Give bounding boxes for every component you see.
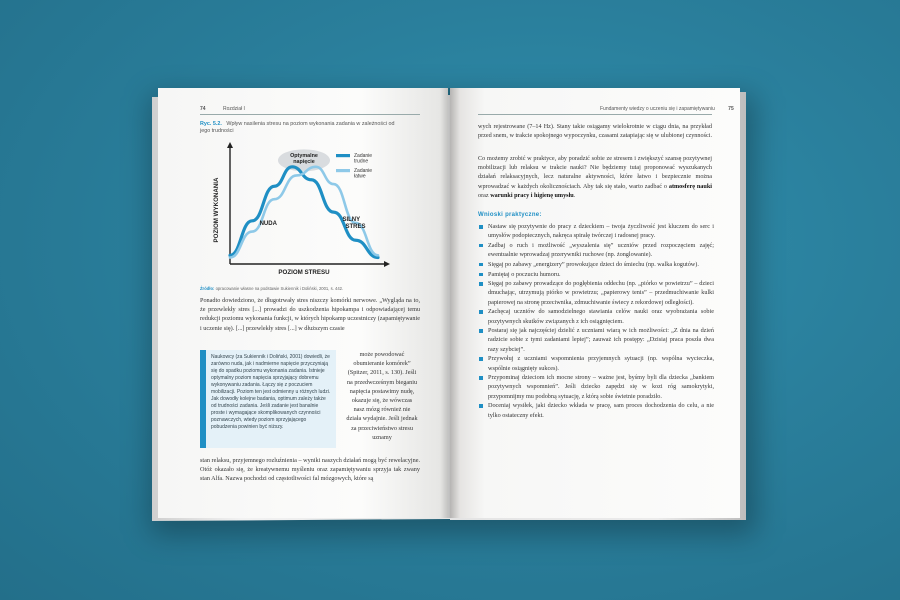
- y-axis-arrow: [227, 142, 233, 148]
- legend-swatch-hard: [336, 154, 350, 157]
- practical-conclusions-heading: Wnioski praktyczne:: [478, 212, 542, 218]
- left-paragraph-1: Ponadto dowiedziono, że długotrwały stres niszczy komórki nerwowe. „Wygląda na to, że przewlekły stres [...] prowadzi do uszkodzenia hipokampa i odpowiadającej temu redukcji poziomu wykonania funkcji, w których hipokamp uczestniczy (zapamiętywanie i uczenie się). [...] przewlekły stres [...] w dłuższym czasie: [200, 297, 420, 332]
- left-chapter: Rozdział I: [222, 106, 245, 112]
- left-header-rule: [200, 114, 420, 115]
- right-paragraph-2: Co możemy zrobić w praktyce, aby poradzić sobie ze stresem i zwiększyć szansę pozytywnej mobilizacji lub relaksu w trakcie nauki? Nie będziemy tutaj proponować wyszukanych działań relaksacyjnych, lecz naturalne aktywności, które łatwo i bezpiecznie można wprowadzać w każdych okolicznościach. Aby tak się stało, warto zadbać o atmosferę nauki oraz warunki pracy i higienę umysłu.: [478, 155, 712, 199]
- legend-swatch-easy: [336, 169, 350, 172]
- annotation-strong-stress: SILNY STRES: [342, 216, 366, 230]
- x-axis-arrow: [384, 261, 390, 267]
- y-axis-label: POZIOM WYKONANIA: [213, 177, 220, 243]
- right-paragraph-2-text: Co możemy zrobić w praktyce, aby poradzić sobie ze stresem i zwiększyć szansę pozytywnej mobilizacji lub relaksu w trakcie nauki? Nie będziemy tutaj proponować wyszukanych działań relaksacyjnych, lecz naturalne aktywności, które łatwo i bezpiecznie można wprowadzać w każdych okolicznościach. Aby tak się stało, warto zadbać o: [478, 155, 712, 190]
- callout-box: Naukowcy (za Sukiennik i Doliński, 2001) dowiedli, że zarówno nuda, jak i nadmierne napięcie przyczyniają się do spadku poziomu wykonania zadania. Istnieje optymalny poziom napięcia sprzyjający dobremu wykonywaniu zadania. Łączy się z poczuciem mobilizacji. Poziom ten jest odmienny u różnych ludzi. Jak dowodły kolejne badania, optimum zależy także od trudności zadania. Jeśli zadanie jest banalnie proste i wymagające skomplikowanych czynności poznawczych, wtedy poziom sprzyjającego pobudzenia powinien być niższy.: [200, 350, 336, 448]
- left-page-number: 74: [200, 106, 206, 112]
- practical-conclusions-list: [478, 222, 714, 420]
- figure-caption-text: Wpływ nasilenia stresu na poziom wykonania zadania w zależności od jego trudności: [200, 121, 395, 134]
- right-header-rule: [478, 114, 712, 115]
- right-page: [450, 88, 740, 518]
- figure-caption: [200, 121, 400, 134]
- list-item: Sięgaj po zabawy prowadzące do pogłębienia oddechu (np. „piórko w powietrzu” – dzieci dmuchając, utrzymują piórko w powietrzu; „papierowy tenis” – przedmuchiwanie kulki papierowej na stronę przeciwnika, zdmuchiwanie świecy z rekordowej odległości).: [478, 279, 714, 307]
- left-page: [158, 88, 448, 518]
- source-label: Źródło:: [200, 286, 215, 291]
- right-paragraph-2-mid: oraz: [478, 191, 489, 199]
- list-item: Postaraj się jak najczęściej dzielić z uczniami wiarą w ich możliwości: „Z dnia na dzień radzicie sobie z tymi zadaniami lepiej”; zauważ ich postępy: „Dzisiaj praca poszła dwa razy szybciej”.: [478, 326, 714, 354]
- bold-work-conditions: warunki pracy i higienę umysłu: [490, 191, 574, 199]
- series-line-hard: [230, 167, 378, 258]
- list-item: Przywołuj z uczniami wspomnienia przyjemnych sytuacji (np. wspólna wycieczka, wspólnie osiągnięty sukces).: [478, 354, 714, 372]
- list-item: Zachęcaj uczniów do samodzielnego stawiania celów nauki oraz wyobrażania sobie pozytywnych skutków związanych z ich osiągnięciem.: [478, 307, 714, 325]
- bold-atmosphere: atmosferę nauki: [668, 182, 712, 190]
- legend-label-easy: Zadanie łatwe: [354, 168, 373, 180]
- list-item: Pamiętaj o poczuciu humoru.: [478, 270, 714, 279]
- series-line-easy: [230, 167, 378, 258]
- list-item: Przypominaj dzieciom ich mocne strony – ważne jest, byśmy byli dla dziecka „bankiem pozytywnych wspomnień”. Jeśli dziecko zapędzi się w kozi róg samokrytyki, przypomnijmy mu podobną sytuację, z którą sobie świetnie poradziło.: [478, 373, 714, 401]
- x-axis-label: POZIOM STRESU: [278, 269, 330, 276]
- figure-source: [200, 286, 420, 291]
- source-text: opracowanie własne na podstawie Sukiennik i Doliński, 2001, s. 442.: [215, 286, 344, 291]
- left-running-head: [200, 106, 245, 112]
- left-paragraph-2: stan relaksu, przyjemnego rozluźnienia – wyniki naszych działań mogą być rewelacyjne. Otóż okazało się, że kreatywnemu myśleniu oraz zapamiętywaniu sprzyja tak zwany stan Alfa. Nazwa pochodzi od częstotliwości fal mózgowych, które są: [200, 457, 420, 483]
- right-running-title: Fundamenty wiedzy o uczeniu się i zapamiętywaniu: [600, 106, 715, 112]
- list-item: Nastaw się pozytywnie do pracy z dzieckiem – twoja życzliwość jest kluczem do serc i umysłów podopiecznych, nakręca spiralę twórczej i radosnej pracy.: [478, 222, 714, 240]
- stress-chart-svg: [208, 138, 398, 278]
- annotation-optimal: Optymalne napięcie: [290, 153, 318, 166]
- annotation-boredom: NUDA: [259, 221, 277, 228]
- right-page-number: 75: [728, 106, 734, 112]
- right-running-head: [600, 106, 734, 112]
- left-narrow-text: może powodować obumieranie komórek” (Spitzer, 2011, s. 130). Jeśli na przedwcześnym bieganiu napięcia postawimy nudę, okazuje się, że wówczas nasz mózg również nie działa wydajnie. Jeśli jednak za przeciwieństwo stresu uznamy: [346, 351, 418, 441]
- book-gutter: [440, 88, 460, 518]
- list-item: Doceniaj wysiłek, jaki dziecko wkłada w pracę, sam proces dochodzenia do celu, a nie tylko ostateczny efekt.: [478, 401, 714, 419]
- figure-label: Ryc. 5.2.: [200, 121, 222, 127]
- list-item: Zadbaj o ruch i możliwość „wyszalenia się” uczniów przed rozpoczęciem zajęć; ewentualnie wprowadzaj przerywniki ruchowe (np. żonglowanie).: [478, 241, 714, 259]
- legend-label-hard: Zadanie trudne: [354, 153, 373, 165]
- stress-chart: [208, 138, 398, 278]
- list-item: Sięgaj po zabawy „energizery” prowokujące dzieci do śmiechu (np. walka kogutów).: [478, 260, 714, 269]
- right-paragraph-1: wych rejestrowane (7–14 Hz). Stany takie osiągamy wielokrotnie w ciągu dnia, na przykład przed snem, w trakcie spokojnego wypoczynku, czasami zatapiając się w ulubionej czynności.: [478, 123, 713, 140]
